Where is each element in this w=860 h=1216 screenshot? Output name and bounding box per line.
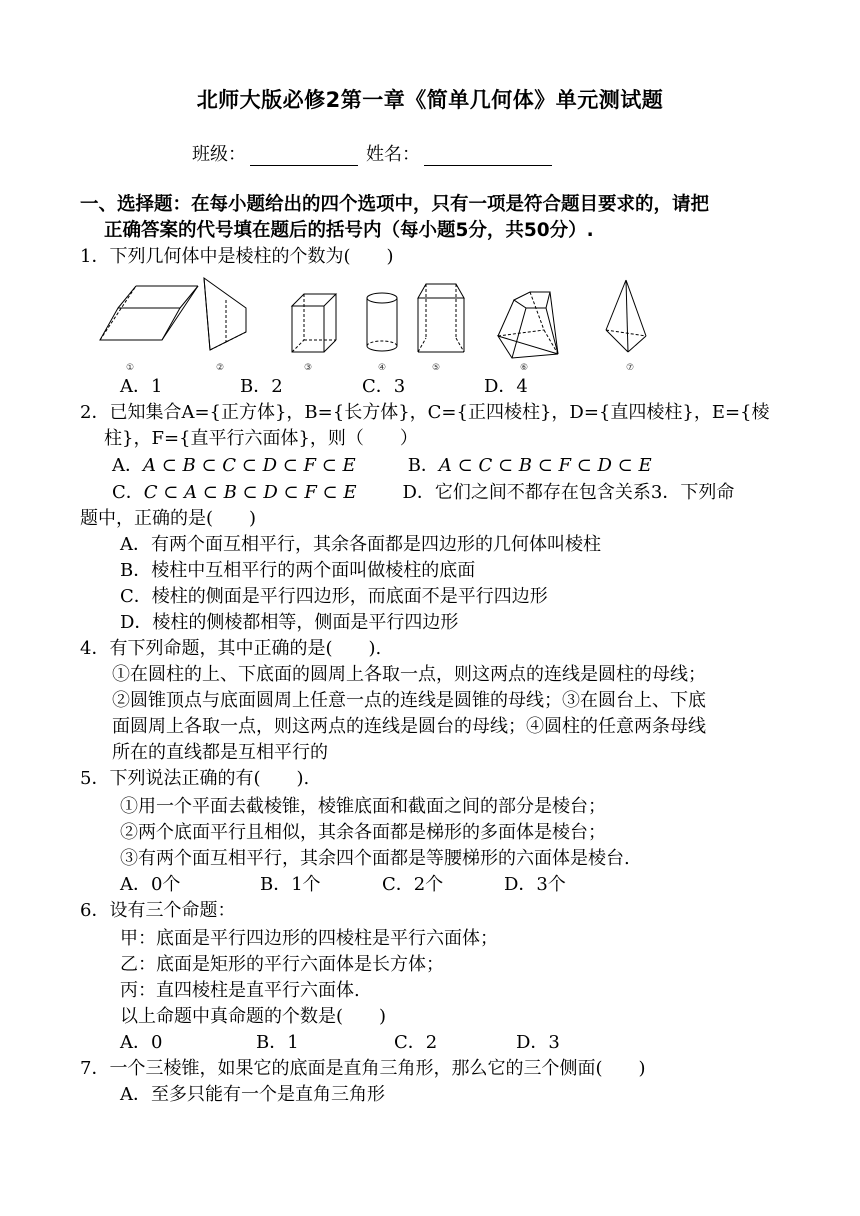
q3-option-d[interactable]: D．棱柱的侧棱都相等，侧面是平行四边形 (120, 612, 459, 633)
q4-line2: ②圆锥顶点与底面圆周上任意一点的连线是圆锥的母线；③在圆台上、下底 (112, 690, 706, 711)
q6-line3: 丙：直四棱柱是直平行六面体. (120, 980, 360, 1001)
figure-7-pyramid-icon (606, 280, 646, 352)
q7-option-a[interactable]: A．至多只能有一个是直角三角形 (120, 1084, 385, 1105)
section-heading-line1: 一、选择题：在每小题给出的四个选项中，只有一项是符合题目要求的，请把 (80, 194, 710, 215)
q1-options (120, 374, 528, 400)
q4-stem: 4．有下列命题，其中正确的是( ). (80, 638, 382, 659)
figure-label-3: ③ (304, 363, 313, 373)
figure-2-wedge-icon (204, 278, 246, 350)
q1-option-b[interactable]: B．2 (240, 376, 283, 397)
q6-line1: 甲：底面是平行四边形的四棱柱是平行六面体； (120, 928, 498, 949)
name-field[interactable] (424, 145, 552, 166)
figure-3-cuboid-icon (292, 294, 336, 352)
q2-options-ab (112, 453, 652, 479)
figure-label-5: ⑤ (432, 363, 441, 373)
q5-options (120, 872, 566, 898)
class-field[interactable] (250, 145, 358, 166)
q1-option-a[interactable]: A．1 (120, 376, 163, 397)
q1-stem: 1．下列几何体中是棱柱的个数为( ) (80, 246, 394, 267)
q5-option-b[interactable]: B．1个 (260, 874, 321, 895)
figure-label-6: ⑥ (520, 363, 529, 373)
q6-line2: 乙：底面是矩形的平行六面体是长方体； (120, 954, 444, 975)
q3-option-b[interactable]: B．棱柱中互相平行的两个面叫做棱柱的底面 (120, 560, 476, 581)
q3-stem: 题中，正确的是( ) (80, 508, 257, 529)
figure-1-prism-icon (100, 286, 198, 340)
q1-option-d[interactable]: D．4 (484, 376, 528, 397)
q1-option-c[interactable]: C．3 (362, 376, 406, 397)
q2-option-c[interactable]: C．C ⊂ A ⊂ B ⊂ D ⊂ F ⊂ E (112, 482, 357, 503)
q3-option-c[interactable]: C．棱柱的侧面是平行四边形，而底面不是平行四边形 (120, 586, 548, 607)
q6-option-b[interactable]: B．1 (256, 1032, 299, 1053)
q1-figures (96, 272, 656, 376)
figure-label-2: ② (216, 363, 225, 373)
q4-line3: 面圆周上各取一点，则这两点的连线是圆台的母线；④圆柱的任意两条母线 (112, 716, 706, 737)
q6-stem: 6．设有三个命题： (80, 900, 236, 921)
q2-stem-line1: 2．已知集合A={正方体}，B={长方体}，C={正四棱柱}，D={直四棱柱}，E={棱 (80, 402, 770, 423)
section-heading-line2: 正确答案的代号填在题后的括号内（每小题5分，共50分）. (104, 220, 594, 241)
q5-option-d[interactable]: D．3个 (504, 874, 566, 895)
q5-line1: ①用一个平面去截棱锥，棱锥底面和截面之间的部分是棱台； (120, 796, 606, 817)
class-label: 班级： (192, 144, 246, 165)
figure-4-cylinder-icon (367, 293, 397, 351)
figure-label-4: ④ (378, 363, 387, 373)
q2-stem-line2: 柱}，F={直平行六面体}，则（ ） (104, 428, 418, 449)
page-title: 北师大版必修2第一章《简单几何体》单元测试题 (196, 88, 664, 112)
q3-option-a[interactable]: A．有两个面互相平行，其余各面都是四边形的几何体叫棱柱 (120, 534, 601, 555)
figure-6-frustum-icon (498, 292, 558, 358)
figure-label-7: ⑦ (626, 363, 635, 373)
q6-option-c[interactable]: C．2 (394, 1032, 438, 1053)
figure-5-prism-icon (418, 284, 464, 352)
q2-options-cd (112, 480, 734, 506)
q5-line2: ②两个底面平行且相似，其余各面都是梯形的多面体是棱台； (120, 822, 606, 843)
q5-option-c[interactable]: C．2个 (382, 874, 444, 895)
student-info-row (192, 140, 560, 166)
q2-option-a[interactable]: A．A ⊂ B ⊂ C ⊂ D ⊂ F ⊂ E (112, 455, 356, 476)
q7-stem: 7．一个三棱锥，如果它的底面是直角三角形，那么它的三个侧面( ) (80, 1058, 646, 1079)
q5-option-a[interactable]: A．0个 (120, 874, 181, 895)
figure-label-1: ① (126, 363, 135, 373)
q2-option-d[interactable]: D．它们之间不都存在包含关系3．下列命 (402, 482, 735, 503)
q4-line4: 所在的直线都是互相平行的 (112, 742, 328, 763)
q6-line4: 以上命题中真命题的个数是( ) (120, 1006, 387, 1027)
q5-stem: 5．下列说法正确的有( ). (80, 768, 310, 789)
q6-option-a[interactable]: A．0 (120, 1032, 163, 1053)
q6-options (120, 1030, 560, 1056)
q6-option-d[interactable]: D．3 (516, 1032, 560, 1053)
q5-line3: ③有两个面互相平行，其余四个面都是等腰梯形的六面体是棱台. (120, 848, 630, 869)
q2-option-b[interactable]: B．A ⊂ C ⊂ B ⊂ F ⊂ D ⊂ E (407, 455, 652, 476)
name-label: 姓名： (366, 144, 420, 165)
q4-line1: ①在圆柱的上、下底面的圆周上各取一点，则这两点的连线是圆柱的母线； (112, 664, 706, 685)
